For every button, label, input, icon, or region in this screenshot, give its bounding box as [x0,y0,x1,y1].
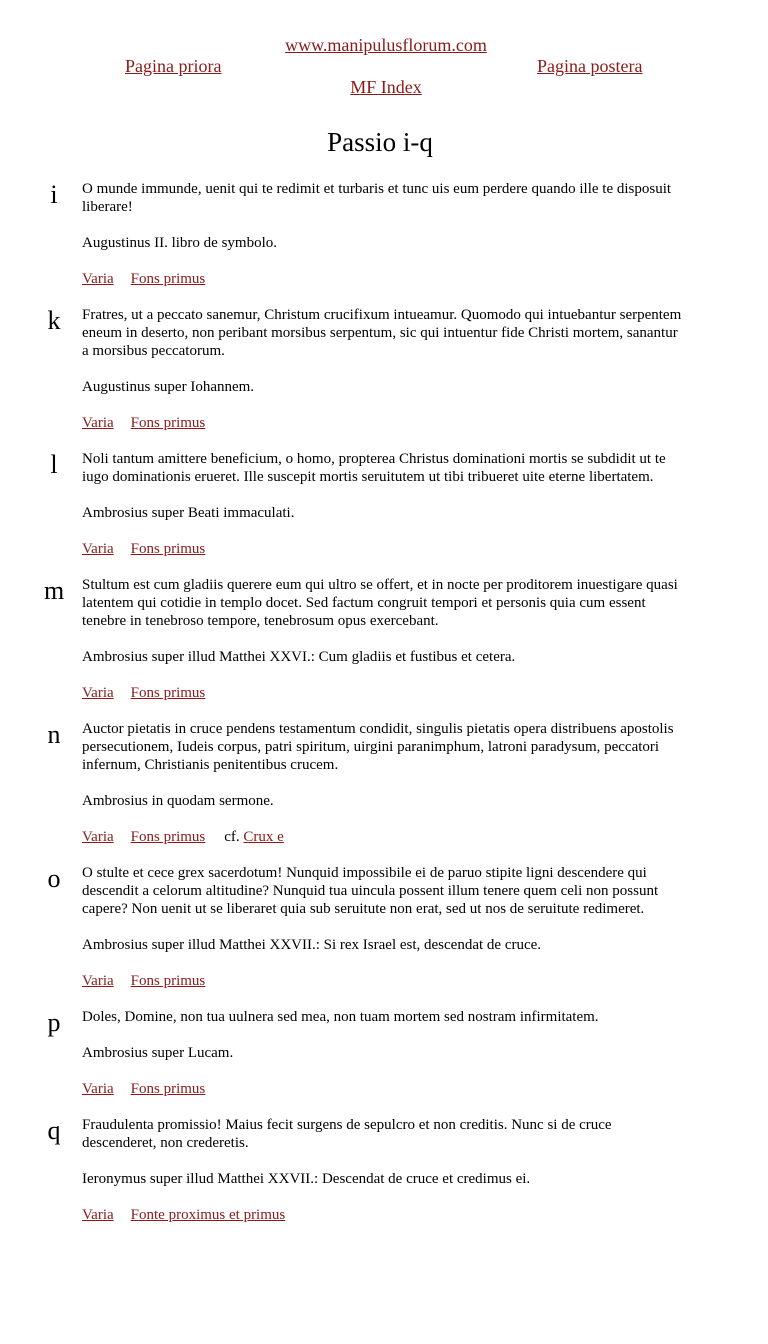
entry-source: Ambrosius super illud Matthei XXVII.: Si rex Israel est, descendat de cruce. [82,937,542,953]
entry-o [0,864,682,1008]
fons-link[interactable]: Fons primus [130,973,206,989]
entry-l [0,450,682,576]
entry-letter: m [44,576,65,605]
fons-link[interactable]: Fons primus [130,1081,206,1097]
entry-letter: i [50,180,58,209]
entry-k [0,306,682,450]
previous-page-link[interactable]: Pagina priora [125,56,222,76]
entry-links [82,972,682,1008]
entries-list [0,180,768,1242]
entry-links [82,684,682,720]
fons-link[interactable]: Fons primus [130,271,206,287]
entry-links [82,1206,682,1242]
fons-link[interactable]: Fons primus [130,541,206,557]
entry-text: O stulte et cece grex sacerdotum! Nunquid impossibile ei de paruo stipite ligni descendere qui descendit a celorum altitudine? Nunquid tua uincula possent illum tenere quem celi non possunt capere? Non uenit ut se liberaret quia sub seruitute non erat, sed ut nos de seruitute redimeret. [82,865,659,917]
entry-letter: k [47,306,61,335]
varia-link[interactable]: Varia [82,1081,114,1097]
entry-letter: p [47,1008,61,1037]
varia-link[interactable]: Varia [82,541,114,557]
entry-text: O munde immunde, uenit qui te redimit et turbaris et tunc uis eum perdere quando ille te disposuit liberare! [82,181,672,215]
entry-source: Ambrosius in quodam sermone. [82,793,274,809]
entry-i [0,180,682,306]
entry-links [82,270,682,306]
next-page-link[interactable]: Pagina postera [537,56,643,76]
entry-letter: o [47,864,61,893]
varia-link[interactable]: Varia [82,271,114,287]
entry-links [82,414,682,450]
varia-link[interactable]: Varia [82,415,114,431]
entry-links [82,828,682,864]
varia-link[interactable]: Varia [82,973,114,989]
entry-letter: n [47,720,61,749]
entry-letter: l [50,450,58,479]
entry-links [82,540,682,576]
entry-text: Fraudulenta promissio! Maius fecit surgens de sepulcro et non creditis. Nunc si de cruce descenderet, non crederetis. [82,1117,612,1151]
page-title: Passio i-q [327,127,433,157]
entry-q [0,1116,682,1242]
entry-source: Augustinus super Iohannem. [82,379,255,395]
fons-link[interactable]: Fonte proximus et primus [130,1207,286,1223]
fons-link[interactable]: Fons primus [130,829,206,845]
entry-source: Ambrosius super Lucam. [82,1045,234,1061]
entry-source: Ambrosius super illud Matthei XXVI.: Cum gladiis et fustibus et cetera. [82,649,516,665]
cf-label: cf. [224,829,240,845]
cross-reference-link[interactable]: Crux e [243,829,284,845]
fons-link[interactable]: Fons primus [130,415,206,431]
entry-text: Noli tantum amittere beneficium, o homo, propterea Christus dominationi mortis se subdidit ut te iugo dominationis erueret. Ille suscepit mortis seruitutem ut tibi tribueret uite eterne libertatem. [82,451,666,485]
entry-text: Stultum est cum gladiis querere eum qui ultro se offert, et in nocte per proditorem inuestigare quasi latentem qui cotidie in templo docet. Sed factum congruit tempori et personis quia cum essent tenebre in tenebroso tempore, tenebrosum opus exercebant. [82,577,678,629]
mf-index-link[interactable]: MF Index [350,77,422,97]
entry-p [0,1008,682,1116]
varia-link[interactable]: Varia [82,685,114,701]
entry-n [0,720,682,864]
entry-source: Ieronymus super illud Matthei XXVII.: Descendat de cruce et credimus ei. [82,1171,531,1187]
varia-link[interactable]: Varia [82,1207,114,1223]
site-home-link[interactable]: www.manipulusflorum.com [285,35,487,55]
entry-source: Ambrosius super Beati immaculati. [82,505,295,521]
varia-link[interactable]: Varia [82,829,114,845]
entry-letter: q [47,1116,61,1145]
entry-text: Doles, Domine, non tua uulnera sed mea, non tuam mortem sed nostram infirmitatem. [82,1009,599,1025]
fons-link[interactable]: Fons primus [130,685,206,701]
entry-text: Auctor pietatis in cruce pendens testamentum condidit, singulis pietatis opera distribuens apostolis persecutionem, Iudeis corpus, patri spiritum, uirgini paranimphum, latroni paradysum, peccatori infernum, Christianis penitentibus crucem. [82,721,674,773]
entry-source: Augustinus II. libro de symbolo. [82,235,277,251]
entry-m [0,576,682,720]
entry-text: Fratres, ut a peccato sanemur, Christum crucifixum intueamur. Quomodo qui intuebantur serpentem eneum in deserto, non peribant morsibus serpentum, sic qui intuentur fide Christi mortem, sanantur a morsibus peccatorum. [82,307,682,359]
entry-links [82,1080,682,1116]
